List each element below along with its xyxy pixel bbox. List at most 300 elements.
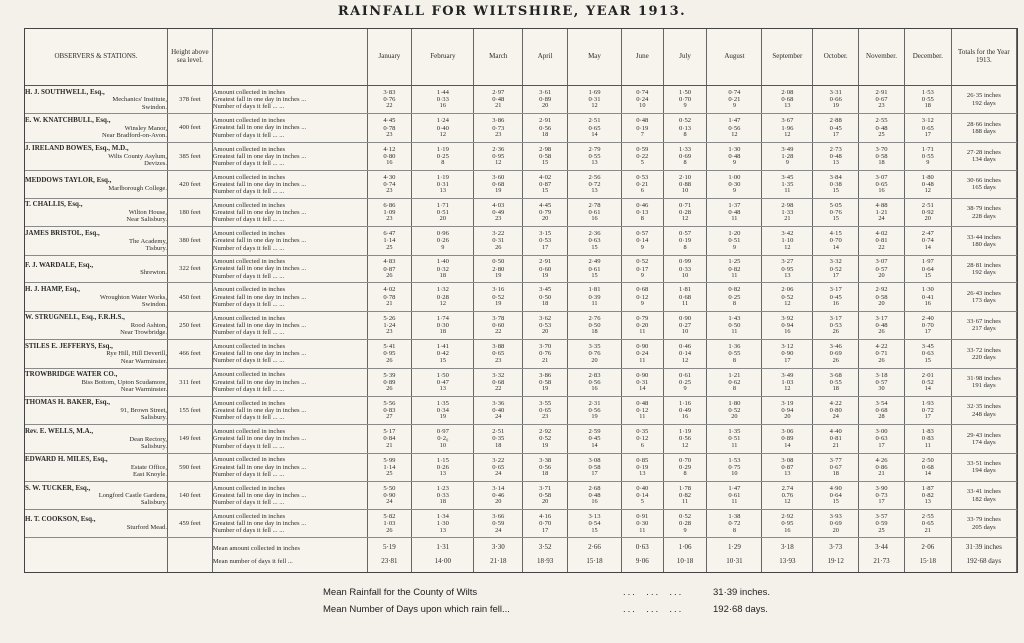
month-cell: [621, 255, 663, 283]
station-row: [25, 481, 1017, 509]
amount-value: 1·33: [679, 145, 692, 153]
month-cell: [523, 255, 568, 283]
days-value: 25: [386, 243, 393, 251]
month-cell: [813, 142, 859, 170]
days-label: Number of days it fell ... ...: [212, 357, 285, 365]
month-cell: [412, 481, 474, 509]
fall-value: 0·68: [781, 96, 794, 104]
amount-value: 3·08: [588, 456, 601, 464]
days-value: 26: [878, 328, 885, 336]
fall-value: 0·62: [728, 378, 741, 386]
amount-value: 1·19: [679, 428, 692, 436]
footer-mean-days-value: 192·68 days.: [713, 604, 768, 615]
fall-value: 0·72: [728, 520, 741, 528]
amount-value: 4·90: [829, 484, 842, 492]
days-label: Number of days it fell ... ...: [212, 385, 285, 393]
fall-value: 0·69: [829, 520, 842, 528]
month-cell: [707, 255, 762, 283]
amount-value: 3·61: [539, 88, 552, 96]
days-value: 20: [878, 299, 885, 307]
fall-value: 0·87: [539, 181, 552, 189]
fall-label: Greatest fall in one day in inches ...: [212, 237, 307, 245]
month-cell: [762, 368, 813, 396]
month-cell: [412, 114, 474, 142]
month-cell: [663, 425, 707, 453]
summary-total-cell: [951, 538, 1016, 572]
days-value: 15: [832, 498, 839, 506]
summary-blank: [168, 538, 213, 572]
station-row: [25, 311, 1017, 339]
observer-address: Wilton House,: [128, 209, 167, 217]
fall-value: 0·83: [383, 407, 396, 415]
mean-days-value: 19·12: [827, 557, 844, 566]
fall-value: 0·58: [539, 152, 552, 160]
days-value: 16: [681, 413, 689, 421]
amount-value: 6·47: [383, 230, 396, 238]
fall-value: 0·56: [539, 463, 552, 471]
month-cell: [859, 227, 905, 255]
summary-month-cell: [813, 538, 859, 572]
month-cell: [707, 510, 762, 538]
fall-value: 0·25: [728, 293, 741, 301]
amount-value: 0·52: [636, 258, 649, 266]
amount-label: Amount collected in inches: [212, 314, 286, 322]
station-row: [25, 340, 1017, 368]
observer-cell: [25, 340, 168, 368]
amount-label: Amount collected in inches: [212, 428, 286, 436]
observer-name: MEDDOWS TAYLOR, Esq.,: [25, 176, 112, 185]
total-inches: 32·35 inches: [966, 403, 1001, 411]
month-cell: [621, 453, 663, 481]
amount-value: 0·85: [636, 456, 649, 464]
days-value: 19: [541, 441, 549, 449]
total-inches: 33·67 inches: [966, 318, 1001, 326]
fall-value: 0·63: [875, 435, 888, 443]
observer-name: H. J. SOUTHWELL, Esq.,: [25, 87, 105, 96]
month-cell: [707, 340, 762, 368]
fall-value: 0·95: [781, 520, 794, 528]
month-cell: [707, 396, 762, 424]
amount-value: 2·91: [539, 258, 552, 266]
days-value: 30: [878, 385, 885, 392]
days-value: 9: [683, 526, 687, 534]
fall-value: 0·73: [492, 124, 505, 132]
amount-value: 0·74: [636, 88, 649, 96]
summary-month-cell: [621, 538, 663, 572]
fall-value: 0·51: [436, 209, 449, 217]
fall-value: 0·52: [829, 265, 842, 273]
days-value: 8: [683, 159, 687, 167]
total-inches: 30·66 inches: [966, 177, 1001, 185]
observer-address: Salisbury.: [140, 499, 167, 507]
station-row: [25, 142, 1017, 170]
fall-value: 0·63: [921, 350, 934, 358]
month-cell: [367, 481, 412, 509]
fall-value: 0·75: [728, 463, 741, 471]
days-value: 12: [681, 356, 689, 364]
amount-value: 3·70: [539, 343, 552, 351]
amount-value: 3·66: [492, 513, 505, 521]
days-value: 15: [832, 215, 839, 223]
month-cell: [859, 142, 905, 170]
days-value: 5: [640, 159, 644, 167]
month-cell: [412, 283, 474, 311]
month-cell: [523, 171, 568, 199]
days-value: 18: [832, 470, 839, 478]
amount-value: 1·00: [728, 173, 741, 181]
header-totals: Totals for the Year 1913.: [951, 29, 1016, 86]
days-value: 23: [495, 130, 502, 138]
fall-value: 0·58: [539, 492, 552, 500]
month-cell: [621, 368, 663, 396]
days-value: 18: [495, 441, 502, 449]
days-value: 19: [591, 413, 598, 421]
amount-value: 5·99: [383, 456, 396, 464]
fall-value: 0·48: [492, 96, 505, 104]
observer-name: H. T. COOKSON, Esq.,: [25, 515, 96, 524]
observer-name: Rev. E. WELLS, M.A.,: [25, 426, 94, 435]
amount-value: 1·32: [436, 286, 449, 294]
amount-value: 3·22: [492, 230, 505, 238]
month-cell: [568, 283, 622, 311]
month-cell: [762, 396, 813, 424]
fall-value: 0·22: [636, 152, 649, 160]
mean-days-value: 15·18: [919, 557, 936, 566]
month-cell: [367, 171, 412, 199]
header-month: March: [474, 29, 523, 86]
days-value: 20: [541, 498, 549, 506]
fall-value: 0·55: [588, 152, 601, 160]
month-cell: [621, 227, 663, 255]
header-row: [25, 29, 1017, 86]
observer-address: Marlborough College.: [108, 184, 167, 192]
amount-value: 1·81: [588, 286, 601, 294]
fall-value: 0·30: [728, 181, 741, 189]
days-value: 14: [591, 130, 598, 138]
days-value: 21: [541, 356, 549, 364]
month-cell: [621, 396, 663, 424]
amount-value: 3·77: [829, 456, 842, 464]
days-value: 11: [639, 328, 646, 336]
days-value: 20: [541, 328, 549, 336]
observer-cell: [25, 368, 168, 396]
amount-label: Amount collected in inches: [212, 512, 286, 520]
mean-amount-value: 2·06: [921, 543, 935, 552]
amount-value: 3·57: [875, 513, 888, 521]
fall-value: 0·63: [588, 237, 601, 245]
amount-label: Amount collected in inches: [212, 145, 286, 153]
days-value: 16: [591, 215, 598, 223]
amount-label: Amount collected in inches: [212, 117, 286, 125]
month-cell: [762, 171, 813, 199]
month-cell: [523, 283, 568, 311]
height-cell: 420 feet: [168, 171, 213, 199]
days-value: 17: [878, 441, 885, 449]
amount-value: 3·17: [875, 314, 888, 322]
fall-label: Greatest fall in one day in inches ...: [212, 152, 307, 160]
fall-value: 0·50: [588, 322, 601, 330]
days-value: 15: [832, 187, 839, 195]
amount-label: Amount collected in inches: [212, 173, 286, 181]
fall-value: 0·33: [679, 265, 692, 273]
days-value: 17: [784, 356, 791, 364]
observer-cell: [25, 453, 168, 481]
summary-row: [25, 538, 1017, 572]
station-row: [25, 453, 1017, 481]
amount-value: 3·32: [492, 371, 505, 379]
total-cell: [951, 86, 1016, 114]
amount-value: 3·92: [781, 314, 794, 322]
month-cell: [412, 255, 474, 283]
days-value: 12: [924, 187, 931, 195]
month-cell: [762, 311, 813, 339]
fall-value: 1·96: [781, 124, 794, 132]
days-label: Number of days it fell ... ...: [212, 160, 285, 168]
amount-value: 0·53: [636, 173, 649, 181]
month-cell: [412, 171, 474, 199]
month-cell: [412, 368, 474, 396]
amount-value: 1·80: [921, 173, 934, 181]
days-value: 10: [639, 102, 646, 110]
fall-value: 0·53: [539, 237, 552, 245]
rainfall-table-frame: [24, 28, 1018, 573]
fall-value: 0·31: [588, 96, 601, 104]
height-cell: 400 feet: [168, 114, 213, 142]
month-cell: [762, 198, 813, 226]
height-cell: 322 feet: [168, 255, 213, 283]
row-labels-cell: [212, 283, 367, 311]
month-cell: [568, 255, 622, 283]
fall-value: 0·19: [636, 463, 649, 471]
header-month: June: [621, 29, 663, 86]
days-value: 19: [541, 385, 549, 392]
amount-value: 4·26: [875, 456, 888, 464]
fall-value: 0·38: [829, 181, 842, 189]
amount-value: 1·74: [436, 314, 449, 322]
total-days: 174 days: [972, 438, 996, 446]
total-days: 248 days: [972, 410, 996, 418]
footer-mean-rainfall: [323, 584, 843, 601]
month-cell: [568, 453, 622, 481]
days-value: 18: [541, 470, 549, 478]
mean-days-value: 21·18: [490, 557, 507, 566]
days-label: Number of days it fell ... ...: [212, 188, 285, 196]
total-days: 220 days: [972, 353, 996, 361]
amount-value: 3·45: [921, 343, 934, 351]
days-label: Number of days it fell ... ...: [212, 442, 285, 450]
fall-value: 0·68: [679, 293, 692, 301]
summary-total-days: 192·68 days: [966, 557, 1002, 566]
days-value: 23: [386, 187, 393, 195]
days-value: 17: [878, 498, 885, 506]
month-cell: [568, 396, 622, 424]
amount-value: 2·36: [492, 145, 505, 153]
observer-cell: [25, 425, 168, 453]
month-cell: [762, 283, 813, 311]
month-cell: [707, 368, 762, 396]
month-cell: [904, 255, 951, 283]
station-row: [25, 114, 1017, 142]
month-cell: [474, 396, 523, 424]
observer-address: Mechanics' Institute,: [112, 96, 167, 104]
days-value: 8: [732, 526, 737, 534]
month-cell: [762, 453, 813, 481]
amount-value: 4·88: [875, 201, 888, 209]
amount-value: 1·53: [728, 456, 741, 464]
height-cell: 140 feet: [168, 481, 213, 509]
mean-amount-value: 3·73: [829, 543, 843, 552]
fall-label: Greatest fall in one day in inches ...: [212, 492, 307, 500]
fall-label: Greatest fall in one day in inches ...: [212, 96, 307, 104]
footer-mean-rainfall-label: Mean Rainfall for the County of Wilts: [323, 587, 478, 598]
month-cell: [859, 396, 905, 424]
days-value: 14: [924, 470, 931, 478]
row-labels-cell: [212, 340, 367, 368]
height-cell: 311 feet: [168, 368, 213, 396]
days-value: 25: [878, 130, 885, 138]
amount-value: 1·23: [436, 484, 449, 492]
amount-value: 3·86: [539, 371, 552, 379]
fall-value: 0·71: [875, 350, 888, 358]
fall-value: 0·56: [728, 124, 741, 132]
days-value: 18: [878, 159, 885, 167]
observer-address: Dean Rectory,: [129, 435, 167, 443]
fall-value: 0·95: [781, 265, 794, 273]
days-value: 12: [784, 130, 791, 138]
days-value: 21: [386, 441, 393, 449]
fall-label: Greatest fall in one day in inches ...: [212, 321, 307, 329]
days-value: 13: [439, 526, 446, 534]
fall-value: 1·14: [383, 237, 396, 245]
month-cell: [474, 368, 523, 396]
days-value: 27: [386, 413, 393, 421]
fall-value: 0·40: [492, 407, 505, 415]
month-cell: [707, 283, 762, 311]
observer-cell: [25, 142, 168, 170]
days-value: 14: [639, 385, 646, 392]
month-cell: [412, 311, 474, 339]
amount-value: 4·12: [383, 145, 396, 153]
fall-value: 0·48: [875, 124, 888, 132]
amount-value: 0·68: [636, 286, 649, 294]
days-value: 11: [731, 498, 738, 506]
days-value: 11: [784, 187, 791, 195]
row-labels-cell: [212, 142, 367, 170]
month-cell: [904, 510, 951, 538]
days-value: 10: [439, 441, 446, 449]
amount-value: 2·91: [875, 88, 888, 96]
month-cell: [474, 171, 523, 199]
month-cell: [474, 255, 523, 283]
fall-value: 0·89: [383, 378, 396, 386]
month-cell: [904, 453, 951, 481]
days-value: 21: [386, 299, 393, 307]
month-cell: [663, 171, 707, 199]
amount-value: 0·82: [728, 286, 741, 294]
fall-value: 0·78: [383, 124, 396, 132]
amount-value: 2·40: [921, 314, 934, 322]
month-cell: [474, 340, 523, 368]
days-value: 25: [386, 470, 393, 478]
observer-name: T. CHALLIS, Esq.,: [25, 200, 83, 209]
days-value: 12: [439, 130, 446, 138]
days-value: 11: [591, 299, 598, 307]
amount-value: 3·35: [588, 343, 601, 351]
days-value: 9: [732, 243, 737, 251]
amount-value: 3·70: [875, 145, 888, 153]
days-value: 26: [495, 243, 502, 251]
month-cell: [762, 340, 813, 368]
days-value: 20: [439, 215, 446, 223]
fall-value: 0·83: [921, 435, 934, 443]
fall-value: 0·2₀: [437, 435, 449, 443]
fall-value: 0·28: [679, 520, 692, 528]
days-value: 10: [731, 470, 738, 478]
month-cell: [859, 255, 905, 283]
fall-value: 0·19: [636, 124, 649, 132]
days-value: 11: [639, 356, 646, 364]
station-row: [25, 255, 1017, 283]
month-cell: [859, 198, 905, 226]
month-cell: [813, 368, 859, 396]
total-cell: [951, 340, 1016, 368]
fall-value: 0·52: [781, 293, 794, 301]
days-value: 9: [926, 159, 930, 167]
fall-value: 0·32: [436, 265, 449, 273]
amount-value: 1·35: [436, 399, 449, 407]
month-cell: [367, 311, 412, 339]
amount-value: 2·91: [539, 117, 552, 125]
fall-value: 0·72: [921, 407, 934, 415]
fall-value: 0·56: [679, 435, 692, 443]
days-value: 12: [495, 159, 502, 167]
month-cell: [474, 453, 523, 481]
amount-value: 2·50: [921, 456, 934, 464]
days-value: 20: [924, 215, 931, 223]
days-value: 13: [439, 187, 446, 195]
days-value: 8: [683, 243, 687, 251]
amount-value: 1·47: [728, 484, 741, 492]
month-cell: [523, 311, 568, 339]
month-cell: [904, 227, 951, 255]
fall-value: 0·12: [636, 293, 649, 301]
month-cell: [663, 368, 707, 396]
observer-name: EDWARD H. MILES, Esq.,: [25, 455, 108, 464]
amount-value: 1·15: [436, 456, 449, 464]
fall-value: 0·73: [875, 492, 888, 500]
amount-value: 3·36: [492, 399, 505, 407]
fall-value: 0·82: [679, 492, 692, 500]
month-cell: [813, 283, 859, 311]
mean-amount-value: 3·52: [538, 543, 552, 552]
amount-value: 0·46: [636, 201, 649, 209]
amount-value: 0·97: [436, 428, 449, 436]
month-cell: [568, 86, 622, 114]
month-cell: [813, 255, 859, 283]
fall-label: Greatest fall in one day in inches ...: [212, 265, 307, 273]
fall-value: 0·42: [436, 350, 449, 358]
amount-value: 3·27: [781, 258, 794, 266]
days-value: 10: [681, 328, 689, 336]
observer-cell: [25, 311, 168, 339]
days-value: 8: [732, 356, 737, 364]
days-label: Number of days it fell ... ...: [212, 244, 285, 252]
height-cell: 378 feet: [168, 86, 213, 114]
month-cell: [412, 453, 474, 481]
days-value: 16: [784, 328, 791, 336]
days-value: 22: [878, 243, 885, 251]
days-value: 19: [495, 299, 502, 307]
